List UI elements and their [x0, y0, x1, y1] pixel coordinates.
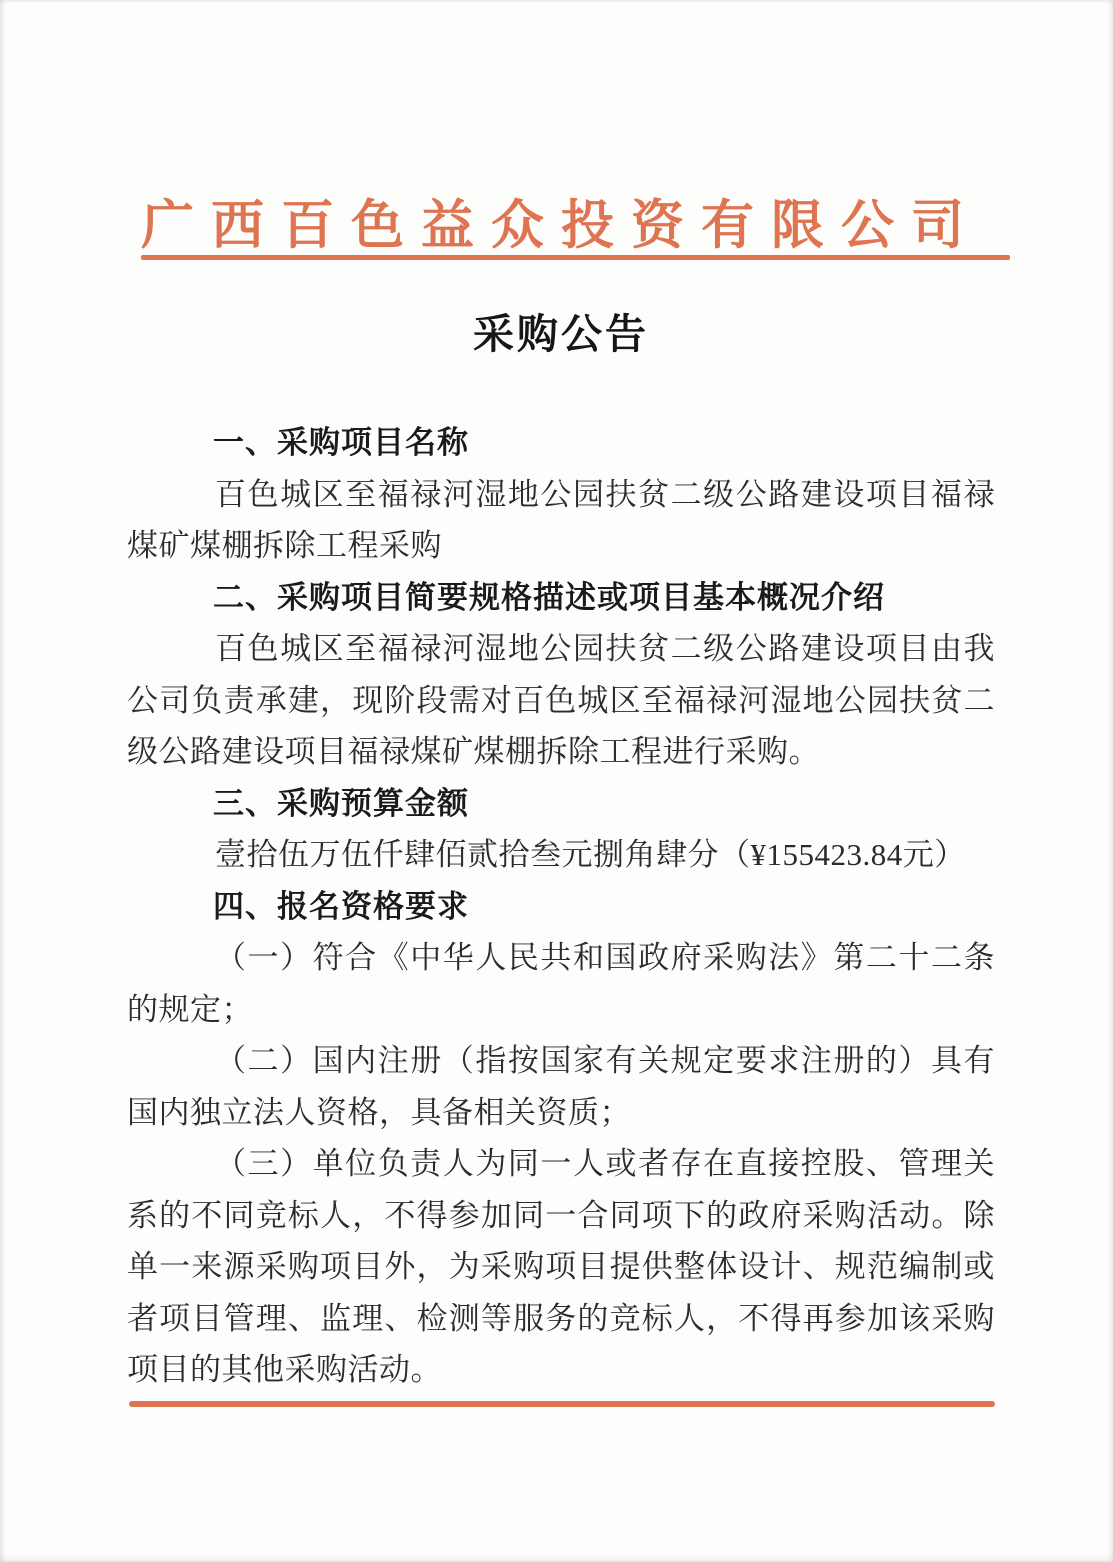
document-title: 采购公告: [473, 311, 649, 357]
letterhead-divider: [141, 255, 1010, 260]
paragraph: （二）国内注册（指按国家有关规定要求注册的）具有国内独立法人资格，具备相关资质；: [127, 1043, 995, 1130]
document-body: [127, 417, 995, 1396]
paragraph: （三）单位负责人为同一人或者存在直接控股、管理关系的不同竞标人，不得参加同一合同项下的政府采购活动。除单一来源采购项目外，为采购项目提供整体设计、规范编制或者项目管理、监理、检测等服务的竞标人，不得再参加该采购项目的其他采购活动。: [127, 1146, 995, 1387]
paragraph: 百色城区至福禄河湿地公园扶贫二级公路建设项目福禄煤矿煤棚拆除工程采购: [127, 476, 995, 563]
paragraph: （一）符合《中华人民共和国政府采购法》第二十二条的规定；: [127, 940, 995, 1027]
section-procurement-project-name: [127, 417, 995, 572]
paragraph: 壹拾伍万伍仟肆佰贰拾叁元捌角肆分（¥155423.84元）: [215, 837, 966, 872]
letterhead-company-name: 广西百色益众投资有限公司: [141, 197, 981, 255]
section-qualification-requirements: [127, 881, 995, 1396]
footer-divider: [129, 1401, 995, 1407]
section-heading: 一、采购项目名称: [213, 425, 469, 460]
section-heading: 二、采购项目简要规格描述或项目基本概况介绍: [213, 579, 885, 615]
section-budget-amount: [127, 778, 995, 881]
section-project-overview: [127, 572, 995, 778]
paragraph: 百色城区至福禄河湿地公园扶贫二级公路建设项目由我公司负责承建，现阶段需对百色城区至福禄河湿地公园扶贫二级公路建设项目福禄煤矿煤棚拆除工程进行采购。: [127, 631, 995, 769]
section-heading: 三、采购预算金额: [213, 785, 469, 821]
section-heading: 四、报名资格要求: [213, 888, 469, 924]
